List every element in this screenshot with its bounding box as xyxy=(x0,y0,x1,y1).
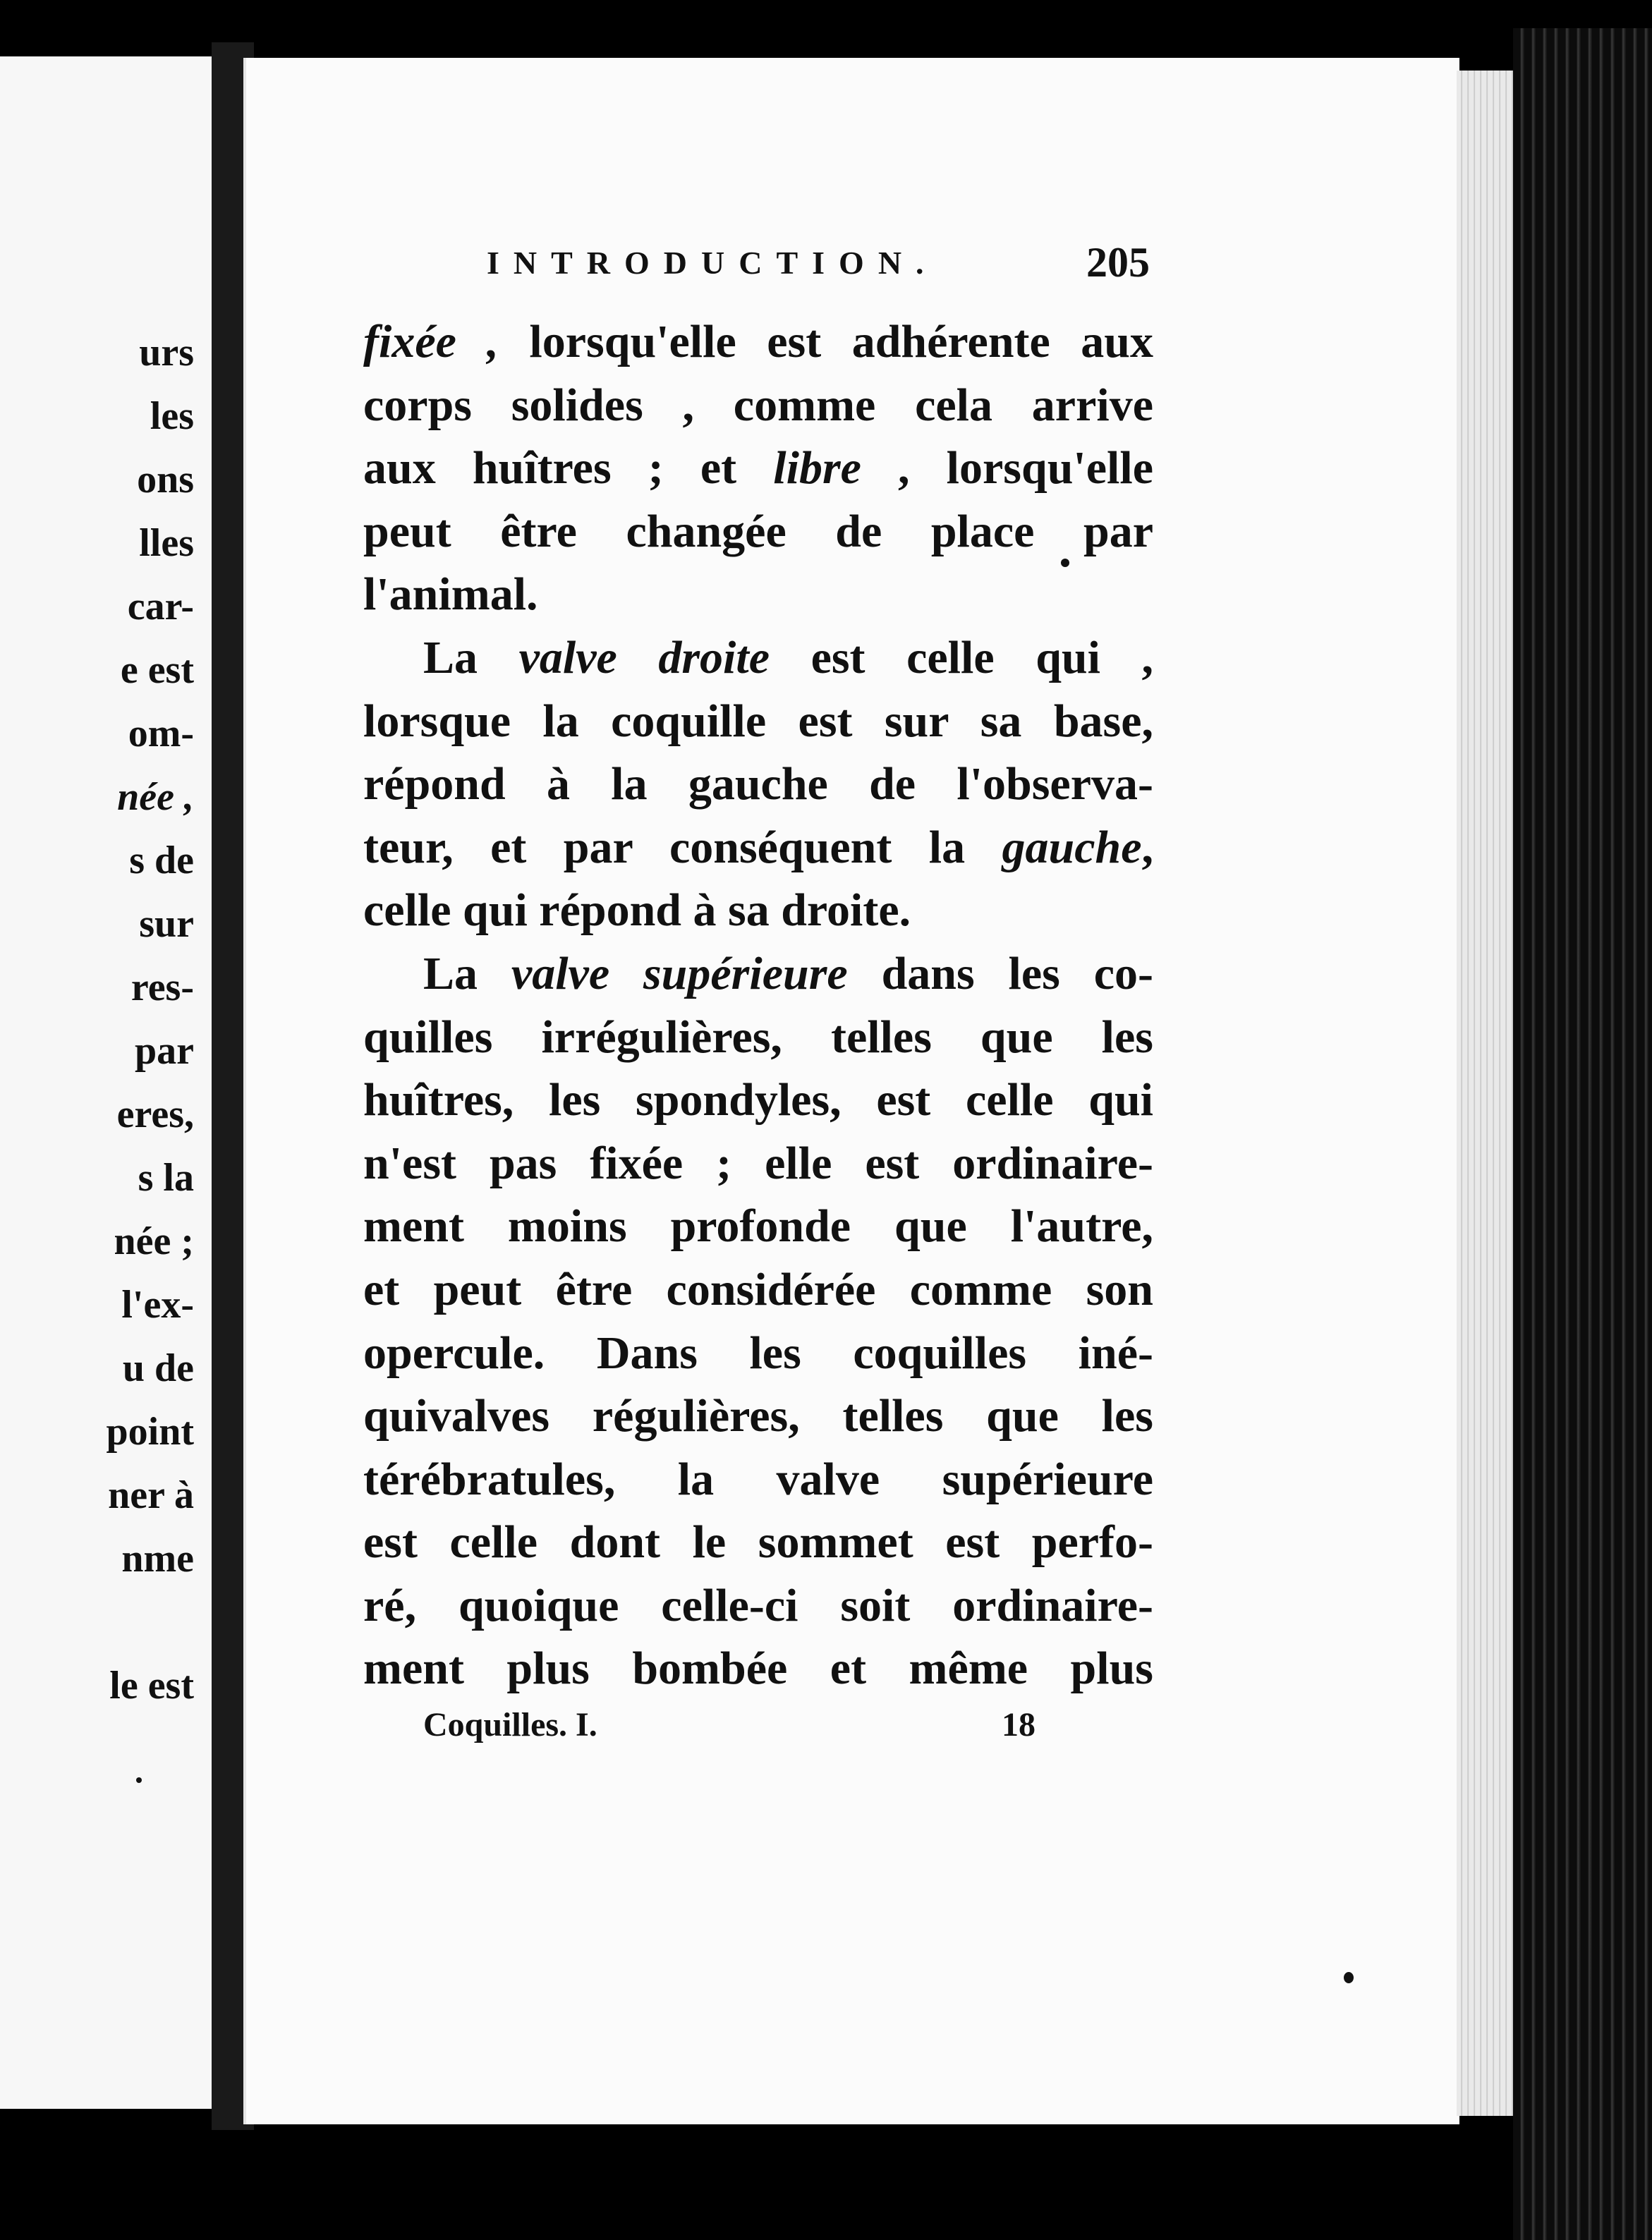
text-line: peut être changée de place par xyxy=(363,505,1153,557)
left-facing-page xyxy=(0,56,226,2109)
left-page-line: res- xyxy=(130,966,194,1009)
text-line: ment moins profonde que l'autre, xyxy=(363,1200,1153,1253)
left-page-line: urs xyxy=(139,331,194,375)
text-line: térébratules, la valve supérieure xyxy=(363,1453,1153,1505)
left-page-line: sur xyxy=(139,902,194,946)
page-number: 205 xyxy=(1086,239,1150,286)
signature-title: Coquilles. I. xyxy=(423,1706,597,1743)
left-page-line: om- xyxy=(128,712,194,755)
page-edges xyxy=(1457,71,1513,2116)
text-line: et peut être considérée comme son xyxy=(363,1263,1153,1315)
left-page-line: s la xyxy=(138,1156,194,1200)
text-line: lorsque la coquille est sur sa base, xyxy=(363,695,1153,747)
body-text xyxy=(363,310,1153,1700)
dust-speck xyxy=(1061,559,1069,567)
text-line: quivalves régulières, telles que les xyxy=(363,1390,1153,1442)
text-line: huîtres, les spondyles, est celle qui xyxy=(363,1074,1153,1126)
left-page-line: car- xyxy=(127,585,194,628)
text-line: quilles irrégulières, telles que les xyxy=(363,1011,1153,1063)
text-line: ment plus bombée et même plus xyxy=(363,1643,1153,1695)
left-page-line: par xyxy=(135,1029,194,1073)
text-line: répond à la gauche de l'observa- xyxy=(363,758,1153,810)
text-line: celle qui répond à sa droite. xyxy=(363,884,911,937)
text-line: n'est pas fixée ; elle est ordinaire- xyxy=(363,1137,1153,1189)
dust-speck xyxy=(1344,1972,1354,1983)
dust-speck xyxy=(136,1777,142,1783)
running-head xyxy=(487,239,1157,303)
left-page-line: point xyxy=(106,1410,194,1454)
left-page-line: ner à xyxy=(108,1473,194,1517)
text-line: aux huîtres ; et libre , lorsqu'elle xyxy=(363,442,1153,494)
left-page-line: eres, xyxy=(116,1092,194,1136)
text-line: teur, et par conséquent la gauche, xyxy=(363,821,1153,873)
running-title: INTRODUCTION. xyxy=(487,245,938,281)
text-line: l'animal. xyxy=(363,568,538,621)
text-line: corps solides , comme cela arrive xyxy=(363,379,1153,431)
text-line: fixée , lorsqu'elle est adhérente aux xyxy=(363,316,1154,367)
cover-edge xyxy=(1513,28,1652,2240)
left-page-line: les xyxy=(150,394,194,438)
left-page-line: née ; xyxy=(114,1219,194,1263)
signature-mark: 18 xyxy=(1002,1706,1035,1743)
left-page-line: u de xyxy=(122,1346,194,1390)
left-page-line: née , xyxy=(117,775,194,819)
text-line: La valve droite est celle qui , xyxy=(423,631,1153,683)
left-page-line: s de xyxy=(129,839,194,882)
left-page-line: lles xyxy=(139,521,194,565)
left-page-line: le est xyxy=(109,1664,194,1708)
left-page-line: nme xyxy=(121,1537,194,1581)
left-page-line: e est xyxy=(120,648,194,692)
left-page-line: ons xyxy=(137,458,194,501)
text-line: opercule. Dans les coquilles iné- xyxy=(363,1327,1153,1379)
text-line: La valve supérieure dans les co- xyxy=(423,947,1153,999)
signature-line xyxy=(423,1705,1058,1755)
left-page-line: l'ex- xyxy=(121,1283,194,1327)
text-line: ré, quoique celle-ci soit ordinaire- xyxy=(363,1579,1153,1631)
text-line: est celle dont le sommet est perfo- xyxy=(363,1516,1153,1569)
